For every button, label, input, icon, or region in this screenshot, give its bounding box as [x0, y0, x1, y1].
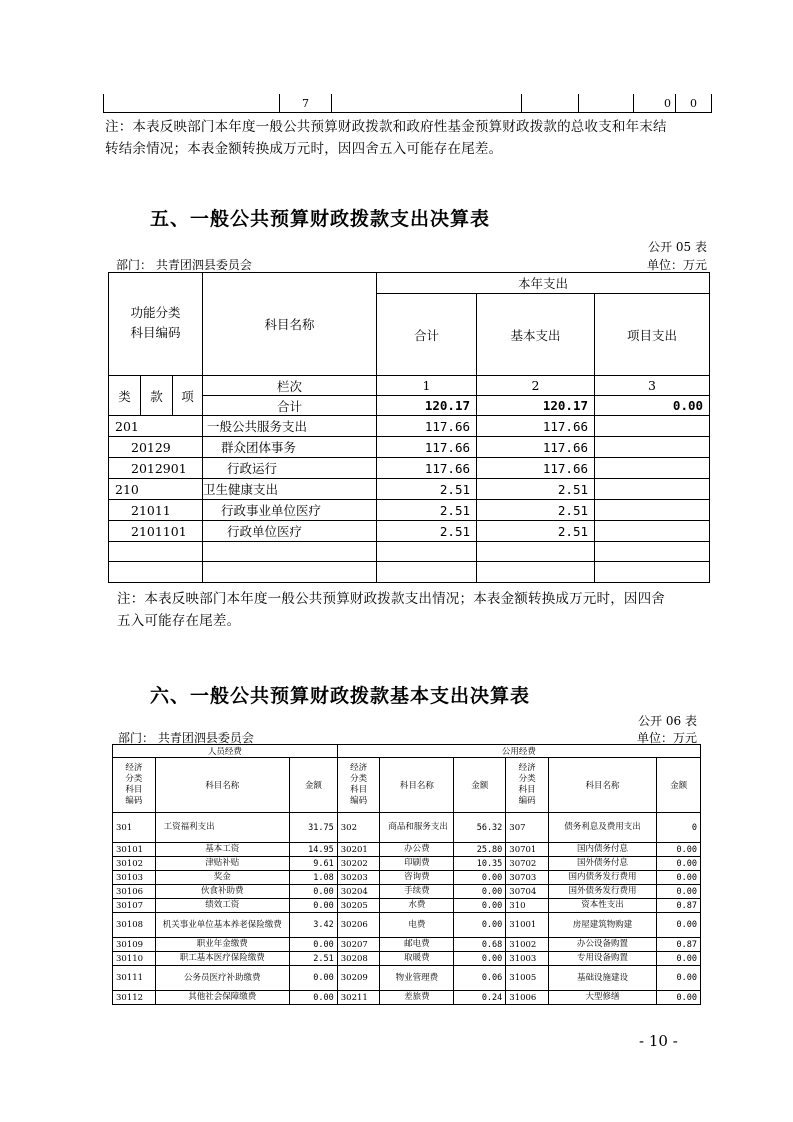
cell-subject: 物业管理费 — [380, 966, 454, 991]
cell-subject: 印刷费 — [380, 857, 454, 871]
cell-value: 0 — [634, 94, 676, 113]
subject-name: 行政事业单位医疗 — [203, 500, 377, 521]
table-row — [113, 913, 701, 938]
cell-subject: 电费 — [380, 913, 454, 938]
cell-subject: 办公设备购置 — [548, 938, 656, 952]
lanci-label: 栏次 — [203, 376, 377, 396]
table-row — [113, 952, 701, 966]
cell-amount: 25.80 — [454, 843, 506, 857]
table-row — [109, 521, 710, 542]
subject-code: 210 — [109, 479, 203, 500]
prev-table-fragment — [103, 94, 712, 113]
top-note-line2: 转结余情况；本表金额转换成万元时，因四舍五入可能存在尾差。 — [105, 141, 503, 157]
amount-total: 117.66 — [377, 458, 477, 479]
cell-subject: 取暖费 — [380, 952, 454, 966]
cell-subject: 专用设备购置 — [548, 952, 656, 966]
cell-amount: 0.00 — [289, 991, 337, 1005]
year-expenditure-header: 本年支出 — [377, 273, 710, 294]
cell-code: 31003 — [506, 952, 549, 966]
subject-code: 2012901 — [109, 458, 203, 479]
cell-amount: 0.24 — [454, 991, 506, 1005]
cell-subject: 资本性支出 — [548, 899, 656, 913]
table-row — [113, 843, 701, 857]
amount-total: 2.51 — [377, 479, 477, 500]
amount-basic: 117.66 — [477, 458, 595, 479]
cell-code: 31002 — [506, 938, 549, 952]
cell-subject: 工资福利支出 — [155, 813, 289, 843]
cell-code: 30207 — [337, 938, 380, 952]
subject-code: 201 — [109, 416, 203, 437]
empty-row — [109, 542, 710, 562]
cell-code: 30108 — [113, 913, 156, 938]
cell-code: 30701 — [506, 843, 549, 857]
amount-basic: 117.66 — [477, 437, 595, 458]
table-row — [109, 458, 710, 479]
top-note-line1: 注：本表反映部门本年度一般公共预算财政拨款和政府性基金预算财政拨款的总收支和年末结 — [105, 119, 667, 135]
subject-header: 科目名称 — [203, 273, 377, 376]
sec5-note-line1: 注：本表反映部门本年度一般公共预算财政拨款支出情况；本表金额转换成万元时，因四舍 — [117, 591, 665, 607]
cell-amount: 0.00 — [289, 938, 337, 952]
cell-amount: 56.32 — [454, 813, 506, 843]
sum-label: 合计 — [203, 396, 377, 416]
cell-amount: 0.00 — [454, 885, 506, 899]
section5-title: 五、一般公共预算财政拨款支出决算表 — [150, 208, 491, 230]
subject-code: 2101101 — [109, 521, 203, 542]
amount-project — [595, 479, 710, 500]
cell-code: 30209 — [337, 966, 380, 991]
subject-code: 20129 — [109, 437, 203, 458]
col-number: 7 — [280, 94, 332, 113]
cell-amount: 0.00 — [454, 952, 506, 966]
cell-code: 302 — [337, 813, 380, 843]
amount-total: 117.66 — [377, 437, 477, 458]
cell-amount: 0.87 — [657, 938, 701, 952]
cell-code: 30106 — [113, 885, 156, 899]
basic-header: 基本支出 — [477, 294, 595, 376]
department-label: 部门： 共青团泗县委员会 — [118, 731, 254, 745]
cell-subject: 水费 — [380, 899, 454, 913]
cell-amount: 9.61 — [289, 857, 337, 871]
amount-project — [595, 458, 710, 479]
table-code: 公开 06 表 — [638, 714, 697, 728]
cell-amount: 0.00 — [289, 966, 337, 991]
table-row — [109, 437, 710, 458]
cell-subject: 手续费 — [380, 885, 454, 899]
cell-amount: 0.00 — [657, 966, 701, 991]
cell-amount: 0.00 — [657, 885, 701, 899]
cell-subject: 职业年金缴费 — [155, 938, 289, 952]
cell-amount: 0.00 — [454, 913, 506, 938]
cell-amount: 14.95 — [289, 843, 337, 857]
amount-header: 金额 — [289, 758, 337, 813]
subject-name: 群众团体事务 — [203, 437, 377, 458]
cell-code: 30109 — [113, 938, 156, 952]
cell-amount: 0.00 — [657, 857, 701, 871]
cell-amount: 3.42 — [289, 913, 337, 938]
sec5-note-line2: 五入可能存在尾差。 — [117, 613, 241, 629]
cell-code: 307 — [506, 813, 549, 843]
table-row — [109, 500, 710, 521]
cell-code: 30112 — [113, 991, 156, 1005]
cell-subject: 差旅费 — [380, 991, 454, 1005]
section6-title: 六、一般公共预算财政拨款基本支出决算表 — [150, 685, 531, 707]
amount-header: 金额 — [657, 758, 701, 813]
cell-subject: 办公费 — [380, 843, 454, 857]
table-row — [113, 857, 701, 871]
amount-header: 金额 — [454, 758, 506, 813]
amount-project — [595, 437, 710, 458]
subject-name: 卫生健康支出 — [203, 479, 377, 500]
table-row — [113, 966, 701, 991]
subject-name: 行政单位医疗 — [203, 521, 377, 542]
subject-header: 科目名称 — [548, 758, 656, 813]
cell-code: 31005 — [506, 966, 549, 991]
subject-header: 科目名称 — [380, 758, 454, 813]
func-code-header: 功能分类 科目编码 — [109, 273, 203, 376]
cell-code: 30107 — [113, 899, 156, 913]
cell-amount: 0.06 — [454, 966, 506, 991]
cell-subject: 商品和服务支出 — [380, 813, 454, 843]
empty-row — [109, 562, 710, 583]
table-code: 公开 05 表 — [648, 240, 707, 254]
sum-total: 120.17 — [377, 396, 477, 416]
table-row — [109, 479, 710, 500]
cell-value: 0 — [676, 94, 712, 113]
cell-code: 31006 — [506, 991, 549, 1005]
subject-name: 行政运行 — [203, 458, 377, 479]
cell-subject: 其他社会保障缴费 — [155, 991, 289, 1005]
cell-code: 30702 — [506, 857, 549, 871]
cell-amount: 0.00 — [657, 952, 701, 966]
public-header: 公用经费 — [337, 745, 700, 758]
amount-basic: 117.66 — [477, 416, 595, 437]
cell-code: 31001 — [506, 913, 549, 938]
table-row — [113, 938, 701, 952]
unit-label: 单位：万元 — [636, 731, 697, 745]
cell-code: 301 — [113, 813, 156, 843]
cell-code: 30111 — [113, 966, 156, 991]
cell-code: 30206 — [337, 913, 380, 938]
cell-subject: 债务利息及费用支出 — [548, 813, 656, 843]
econ-code-header: 经济 分类 科目 编码 — [337, 758, 380, 813]
kuan-header: 款 — [141, 376, 173, 416]
amount-project — [595, 521, 710, 542]
sum-basic: 120.17 — [477, 396, 595, 416]
cell-code: 30102 — [113, 857, 156, 871]
general-budget-expenditure-table — [108, 272, 710, 583]
cell-subject: 奖金 — [155, 871, 289, 885]
cell-code: 30204 — [337, 885, 380, 899]
cell-amount: 31.75 — [289, 813, 337, 843]
cell-amount: 1.08 — [289, 871, 337, 885]
table-row — [113, 991, 701, 1005]
table-row — [113, 813, 701, 843]
cell-amount: 10.35 — [454, 857, 506, 871]
cell-subject: 邮电费 — [380, 938, 454, 952]
cell-code: 30103 — [113, 871, 156, 885]
lei-header: 类 — [109, 376, 141, 416]
cell-amount: 0.00 — [657, 843, 701, 857]
cell-subject: 职工基本医疗保险缴费 — [155, 952, 289, 966]
cell-amount: 0 — [657, 813, 701, 843]
amount-project — [595, 500, 710, 521]
cell-subject: 大型修缮 — [548, 991, 656, 1005]
cell-amount: 0.00 — [454, 899, 506, 913]
cell-amount: 0.87 — [657, 899, 701, 913]
cell-amount: 0.68 — [454, 938, 506, 952]
cell-amount: 0.00 — [657, 991, 701, 1005]
cell-code: 30101 — [113, 843, 156, 857]
basic-expenditure-table — [112, 744, 701, 1005]
cell-code: 30202 — [337, 857, 380, 871]
cell-subject: 基本工资 — [155, 843, 289, 857]
cell-code: 30703 — [506, 871, 549, 885]
table-row — [113, 899, 701, 913]
cell-amount: 0.00 — [289, 885, 337, 899]
personnel-header: 人员经费 — [113, 745, 338, 758]
cell-subject: 公务员医疗补助缴费 — [155, 966, 289, 991]
col-number: 3 — [595, 376, 710, 396]
unit-label: 单位：万元 — [646, 258, 707, 272]
amount-total: 2.51 — [377, 521, 477, 542]
total-header: 合计 — [377, 294, 477, 376]
econ-code-header: 经济 分类 科目 编码 — [506, 758, 549, 813]
cell-code: 30704 — [506, 885, 549, 899]
cell-code: 30211 — [337, 991, 380, 1005]
cell-code: 30208 — [337, 952, 380, 966]
page-number: - 10 - — [639, 1032, 678, 1050]
cell-subject: 绩效工资 — [155, 899, 289, 913]
cell-subject: 国内债务发行费用 — [548, 871, 656, 885]
table-row — [109, 416, 710, 437]
cell-subject: 国外债务发行费用 — [548, 885, 656, 899]
xiang-header: 项 — [173, 376, 203, 416]
cell-code: 30110 — [113, 952, 156, 966]
cell-amount: 2.51 — [289, 952, 337, 966]
subject-header: 科目名称 — [155, 758, 289, 813]
cell-subject: 国内债务付息 — [548, 843, 656, 857]
subject-code: 21011 — [109, 500, 203, 521]
cell-subject: 基础设施建设 — [548, 966, 656, 991]
table-row — [113, 885, 701, 899]
cell-amount: 0.00 — [289, 899, 337, 913]
cell-subject: 房屋建筑物购建 — [548, 913, 656, 938]
col-number: 2 — [477, 376, 595, 396]
cell-code: 30205 — [337, 899, 380, 913]
project-header: 项目支出 — [595, 294, 710, 376]
amount-total: 117.66 — [377, 416, 477, 437]
cell-amount: 0.00 — [657, 871, 701, 885]
amount-total: 2.51 — [377, 500, 477, 521]
table-row — [113, 871, 701, 885]
cell-amount: 0.00 — [657, 913, 701, 938]
cell-subject: 伙食补助费 — [155, 885, 289, 899]
cell-code: 310 — [506, 899, 549, 913]
cell-subject: 国外债务付息 — [548, 857, 656, 871]
cell-amount: 0.00 — [454, 871, 506, 885]
amount-basic: 2.51 — [477, 479, 595, 500]
col-number: 1 — [377, 376, 477, 396]
amount-basic: 2.51 — [477, 500, 595, 521]
cell-code: 30203 — [337, 871, 380, 885]
econ-code-header: 经济 分类 科目 编码 — [113, 758, 156, 813]
amount-project — [595, 416, 710, 437]
department-label: 部门： 共青团泗县委员会 — [116, 258, 252, 272]
amount-basic: 2.51 — [477, 521, 595, 542]
cell-subject: 机关事业单位基本养老保险缴费 — [155, 913, 289, 938]
cell-subject: 津贴补贴 — [155, 857, 289, 871]
cell-code: 30201 — [337, 843, 380, 857]
sum-project: 0.00 — [595, 396, 710, 416]
cell-subject: 咨询费 — [380, 871, 454, 885]
subject-name: 一般公共服务支出 — [203, 416, 377, 437]
